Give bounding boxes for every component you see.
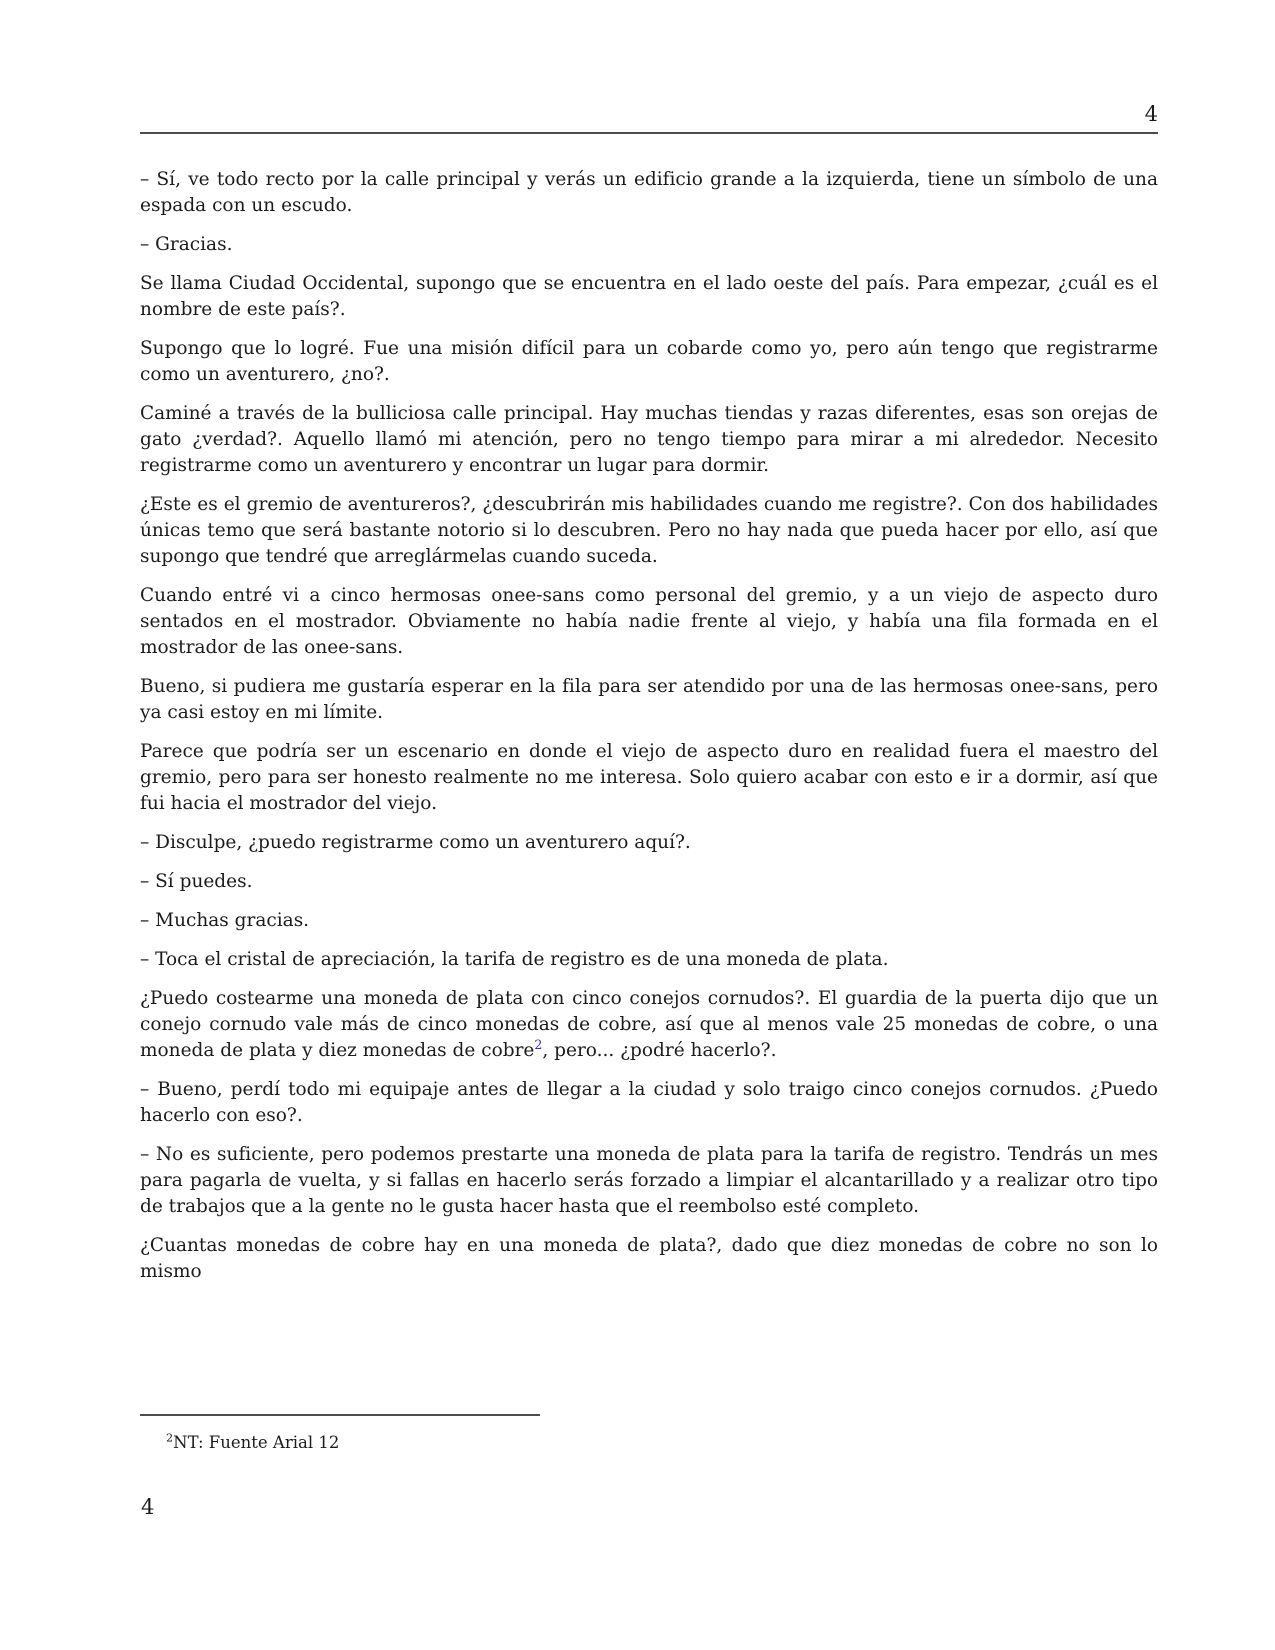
paragraph: – Muchas gracias. [140, 910, 310, 931]
paragraph: Caminé a través de la bulliciosa calle principal. Hay muchas tiendas y razas diferentes, esas son orejas de gato ¿verdad?. Aquello llamó mi atención, pero no tengo tiempo para mirar a mi alrededor. Necesito registrarme como un aventurero y encontrar un lugar para dormir. [140, 403, 1158, 476]
paragraph: – No es suficiente, pero podemos prestarte una moneda de plata para la tarifa de registro. Tendrás un mes para pagarla de vuelta, y si fallas en hacerlo serás forzado a limpiar el alcantarillado y a realizar otro tipo de trabajos que a la gente no le gusta hacer hasta que el reembolso esté completo. [140, 1144, 1158, 1217]
header-page-number: 4 [1144, 102, 1158, 126]
footnote-ref-link[interactable]: 2 [534, 1036, 543, 1052]
footnote [140, 1432, 1158, 1454]
paragraph: – Sí puedes. [140, 871, 253, 892]
paragraph-with-footnote-ref [140, 986, 1158, 1064]
paragraph: – Gracias. [140, 234, 233, 255]
footnote-area [140, 1414, 1158, 1454]
paragraph: – Disculpe, ¿puedo registrarme como un aventurero aquí?. [140, 832, 691, 853]
paragraph: – Sí, ve todo recto por la calle principal y verás un edificio grande a la izquierda, tiene un símbolo de una espada con un escudo. [140, 169, 1158, 216]
paragraph-text: ¿Puedo costearme una moneda de plata con cinco conejos cornudos?. El guardia de la puerta dijo que un conejo cornudo vale más de cinco monedas de cobre, así que al menos vale 25 monedas de cobre, o una moneda de plata y diez monedas de cobre [140, 988, 1158, 1061]
footer-page-number: 4 [141, 1495, 155, 1519]
page-body [140, 167, 1158, 1298]
footnote-marker: 2 [166, 1431, 174, 1445]
paragraph: ¿Cuantas monedas de cobre hay en una moneda de plata?, dado que diez monedas de cobre no son lo mismo [140, 1235, 1158, 1282]
paragraph: – Toca el cristal de apreciación, la tarifa de registro es de una moneda de plata. [140, 949, 889, 970]
paragraph: Parece que podría ser un escenario en donde el viejo de aspecto duro en realidad fuera el maestro del gremio, pero para ser honesto realmente no me interesa. Solo quiero acabar con esto e ir a dormir, así que fui hacia el mostrador del viejo. [140, 741, 1158, 814]
paragraph: Cuando entré vi a cinco hermosas onee-sans como personal del gremio, y a un viejo de aspecto duro sentados en el mostrador. Obviamente no había nadie frente al viejo, y había una fila formada en el mostrador de las onee-sans. [140, 585, 1158, 658]
paragraph: Supongo que lo logré. Fue una misión difícil para un cobarde como yo, pero aún tengo que registrarme como un aventurero, ¿no?. [140, 338, 1158, 385]
paragraph: Se llama Ciudad Occidental, supongo que se encuentra en el lado oeste del país. Para empezar, ¿cuál es el nombre de este país?. [140, 273, 1158, 320]
paragraph-text: , pero... ¿podré hacerlo?. [542, 1040, 777, 1061]
paragraph: Bueno, si pudiera me gustaría esperar en la fila para ser atendido por una de las hermosas onee-sans, pero ya casi estoy en mi límite. [140, 676, 1158, 723]
header-rule [140, 132, 1158, 134]
footnote-text: NT: Fuente Arial 12 [173, 1433, 340, 1452]
paragraph: – Bueno, perdí todo mi equipaje antes de llegar a la ciudad y solo traigo cinco conejos cornudos. ¿Puedo hacerlo con eso?. [140, 1079, 1158, 1126]
page-header [140, 0, 1158, 134]
footnote-rule [140, 1414, 540, 1416]
paragraph: ¿Este es el gremio de aventureros?, ¿descubrirán mis habilidades cuando me registre?. Con dos habilidades únicas temo que será bastante notorio si lo descubren. Pero no hay nada que pueda hacer por ello, así que supongo que tendré que arreglármelas cuando suceda. [140, 494, 1158, 567]
